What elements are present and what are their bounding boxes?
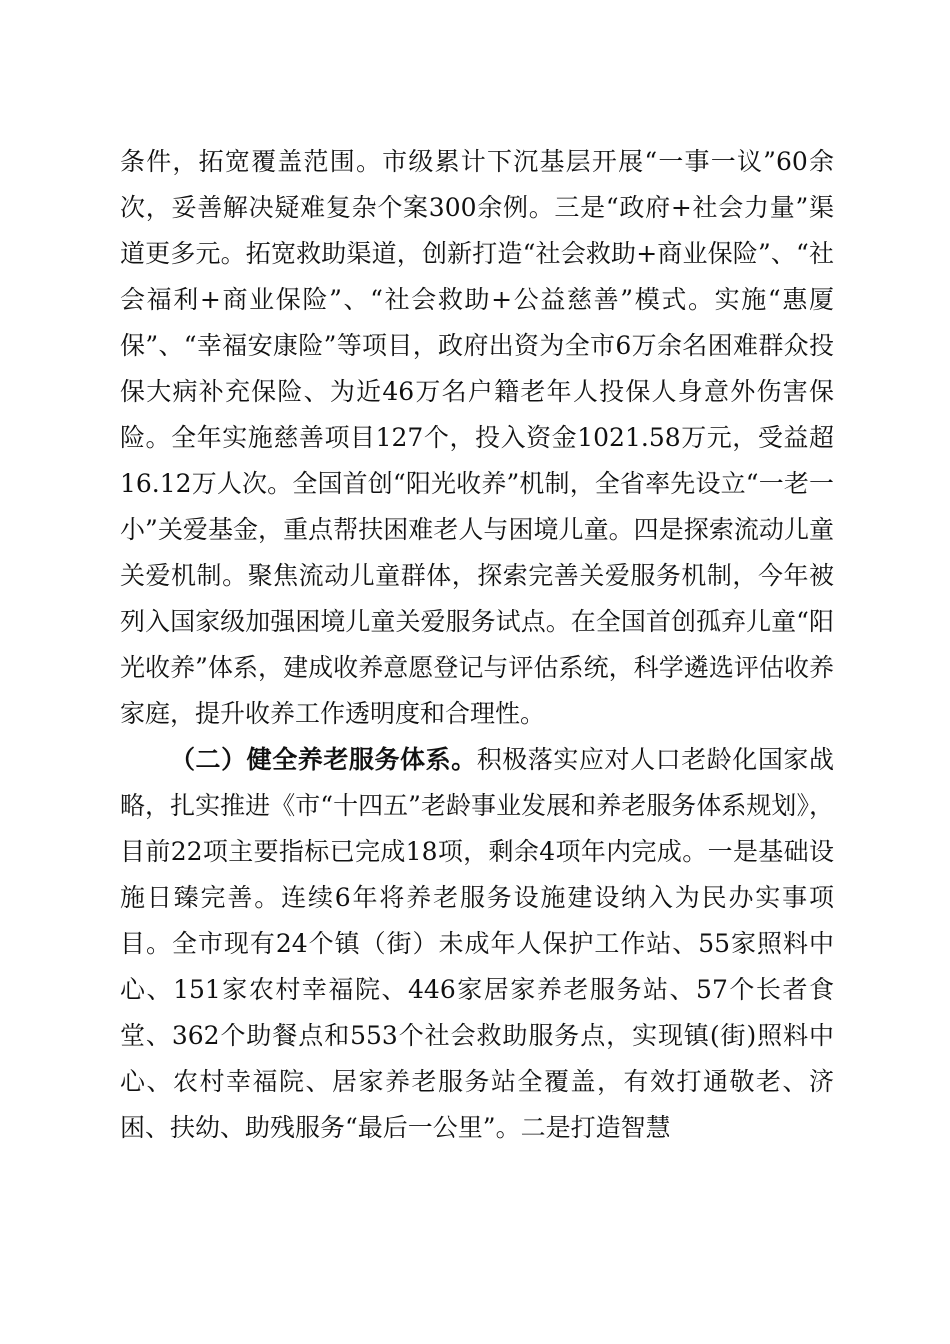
section-heading-elderly-care: （二）健全养老服务体系。 <box>170 745 477 774</box>
paragraph-elderly-care <box>120 737 834 1151</box>
paragraph-elderly-care-body: 积极落实应对人口老龄化国家战略，扎实推进《市“十四五”老龄事业发展和养老服务体系规划》，目前22项主要指标已完成18项，剩余4项年内完成。一是基础设施日臻完善。连续6年将养老服务设施建设纳入为民办实事项目。全市现有24个镇（街）未成年人保护工作站、55家照料中心、151家农村幸福院、446家居家养老服务站、57个长者食堂、362个助餐点和553个社会救助服务点，实现镇(街)照料中心、农村幸福院、居家养老服务站全覆盖，有效打通敬老、济困、扶幼、助残服务“最后一公里”。二是打造智慧 <box>120 745 834 1142</box>
paragraph-social-assistance: 条件，拓宽覆盖范围。市级累计下沉基层开展“一事一议”60余次，妥善解决疑难复杂个案300余例。三是“政府+社会力量”渠道更多元。拓宽救助渠道，创新打造“社会救助+商业保险”、“社会福利+商业保险”、“社会救助+公益慈善”模式。实施“惠厦保”、“幸福安康险”等项目，政府出资为全市6万余名困难群众投保大病补充保险、为近46万名户籍老年人投保人身意外伤害保险。全年实施慈善项目127个，投入资金1021.58万元，受益超16.12万人次。全国首创“阳光收养”机制，全省率先设立“一老一小”关爱基金，重点帮扶困难老人与困境儿童。四是探索流动儿童关爱机制。聚焦流动儿童群体，探索完善关爱服务机制，今年被列入国家级加强困境儿童关爱服务试点。在全国首创孤弃儿童“阳光收养”体系，建成收养意愿登记与评估系统，科学遴选评估收养家庭，提升收养工作透明度和合理性。 <box>120 147 834 728</box>
document-body <box>120 139 834 1151</box>
